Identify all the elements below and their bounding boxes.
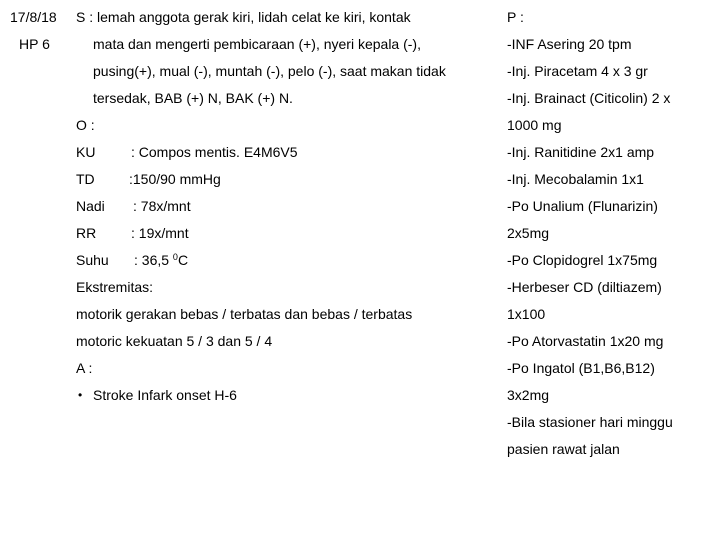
plan-line: pasien rawat jalan xyxy=(507,441,620,457)
assessment-diagnosis: Stroke Infark onset H-6 xyxy=(93,387,237,403)
plan-line: 3x2mg xyxy=(507,387,550,403)
plan-line: -Po Unalium (Flunarizin) xyxy=(507,198,658,214)
vital-value-suhu xyxy=(134,251,188,269)
suhu-value: : 36,5 xyxy=(134,252,170,268)
suhu-unit: C xyxy=(177,252,189,268)
vital-value-nadi: : 78x/mnt xyxy=(133,198,191,214)
plan-line: -Po Ingatol (B1,B6,B12) xyxy=(507,360,655,376)
plan-line: 1000 mg xyxy=(507,117,562,133)
subjective-line-2: mata dan mengerti pembicaraan (+), nyeri kepala (-), xyxy=(93,36,421,52)
plan-line: -Po Atorvastatin 1x20 mg xyxy=(507,333,664,349)
motoric-kekuatan: motoric kekuatan 5 / 3 dan 5 / 4 xyxy=(76,333,273,349)
bullet-icon: • xyxy=(78,388,83,402)
plan-line: P : xyxy=(507,9,524,25)
vital-label-ku: KU xyxy=(76,144,96,160)
plan-line: -Po Clopidogrel 1x75mg xyxy=(507,252,658,268)
motorik-gerakan: motorik gerakan bebas / terbatas dan bebas / terbatas xyxy=(76,306,413,322)
hospital-day: HP 6 xyxy=(19,36,50,52)
ekstremitas-heading: Ekstremitas: xyxy=(76,279,154,295)
subjective-line-1: S : lemah anggota gerak kiri, lidah celat ke kiri, kontak xyxy=(76,9,411,25)
plan-line: -Inj. Piracetam 4 x 3 gr xyxy=(507,63,648,79)
vital-label-suhu: Suhu xyxy=(76,252,109,268)
vital-label-nadi: Nadi xyxy=(76,198,105,214)
plan-line: -Inj. Mecobalamin 1x1 xyxy=(507,171,644,187)
subjective-line-3: pusing(+), mual (-), muntah (-), pelo (-), saat makan tidak xyxy=(93,63,446,79)
plan-line: -Herbeser CD (diltiazem) xyxy=(507,279,662,295)
plan-line: 2x5mg xyxy=(507,225,550,241)
vital-value-ku: : Compos mentis. E4M6V5 xyxy=(131,144,298,160)
objective-heading: O : xyxy=(76,117,95,133)
vital-value-td: :150/90 mmHg xyxy=(129,171,221,187)
plan-line: -Inj. Brainact (Citicolin) 2 x xyxy=(507,90,671,106)
note-date: 17/8/18 xyxy=(10,9,57,25)
vital-label-rr: RR xyxy=(76,225,97,241)
degree-superscript: 0 xyxy=(172,252,178,262)
plan-line: -Bila stasioner hari minggu xyxy=(507,414,673,430)
vital-label-td: TD xyxy=(76,171,95,187)
plan-line: 1x100 xyxy=(507,306,546,322)
plan-line: -Inj. Ranitidine 2x1 amp xyxy=(507,144,655,160)
subjective-line-4: tersedak, BAB (+) N, BAK (+) N. xyxy=(93,90,293,106)
vital-value-rr: : 19x/mnt xyxy=(131,225,189,241)
assessment-heading: A : xyxy=(76,360,93,376)
plan-line: -INF Asering 20 tpm xyxy=(507,36,632,52)
